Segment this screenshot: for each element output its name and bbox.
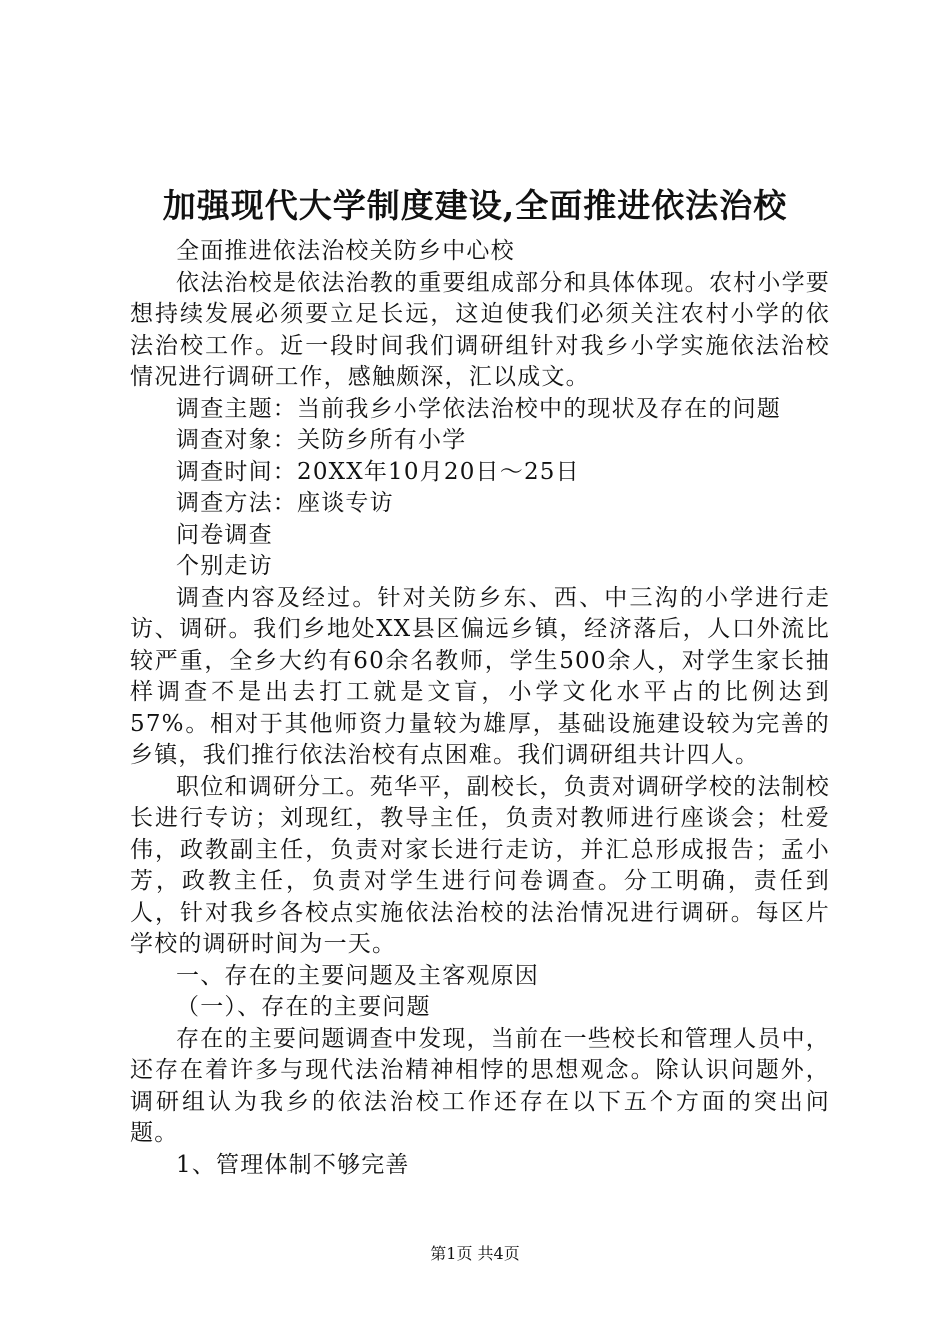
paragraph-intro: 依法治校是依法治教的重要组成部分和具体体现。农村小学要想持续发展必须要立足长远，这迫使我们必须关注农村小学的依法治校工作。近一段时间我们调研组针对我乡小学实施依法治校情况进行调研工作，感触颇深，汇以成文。 <box>130 269 830 390</box>
paragraph-survey-time: 调查时间：20XX年10月20日～25日 <box>176 458 580 485</box>
document-body <box>130 236 830 1181</box>
paragraph-questionnaire: 问卷调查 <box>176 521 273 548</box>
document-title: 加强现代大学制度建设,全面推进依法治校 <box>162 186 788 225</box>
paragraph-survey-topic: 调查主题：当前我乡小学依法治校中的现状及存在的问题 <box>176 395 781 422</box>
paragraph-survey-method: 调查方法：座谈专访 <box>176 490 394 516</box>
page-footer: 第1页 共4页 <box>430 1244 520 1263</box>
list-item-management: 1、管理体制不够完善 <box>176 1151 410 1178</box>
paragraph-school-name: 全面推进依法治校关防乡中心校 <box>176 238 515 264</box>
paragraph-problems: 存在的主要问题调查中发现，当前在一些校长和管理人员中，还存在着许多与现代法治精神相悖的思想观念。除认识问题外，调研组认为我乡的依法治校工作还存在以下五个方面的突出问题。 <box>130 1025 830 1146</box>
paragraph-roles: 职位和调研分工。苑华平，副校长，负责对调研学校的法制校长进行专访；刘现红，教导主任，负责对教师进行座谈会；杜爱伟，政教副主任，负责对家长进行走访，并汇总形成报告；孟小芳，政教主任，负责对学生进行问卷调查。分工明确，责任到人，针对我乡各校点实施依法治校的法治情况进行调研。每区片学校的调研时间为一天。 <box>130 773 830 957</box>
paragraph-survey-content: 调查内容及经过。针对关防乡东、西、中三沟的小学进行走访、调研。我们乡地处XX县区偏远乡镇，经济落后，人口外流比较严重，全乡大约有60余名教师，学生500余人，对学生家长抽样调查不是出去打工就是文盲，小学文化水平占的比例达到57%。相对于其他师资力量较为雄厚，基础设施建设较为完善的乡镇，我们推行依法治校有点困难。我们调研组共计四人。 <box>130 584 830 768</box>
section-heading-main-problems: 一、存在的主要问题及主客观原因 <box>176 962 539 989</box>
paragraph-survey-target: 调查对象：关防乡所有小学 <box>176 427 467 453</box>
subsection-heading-problems: （一）、存在的主要问题 <box>176 994 431 1020</box>
paragraph-individual-visit: 个别走访 <box>176 553 273 579</box>
